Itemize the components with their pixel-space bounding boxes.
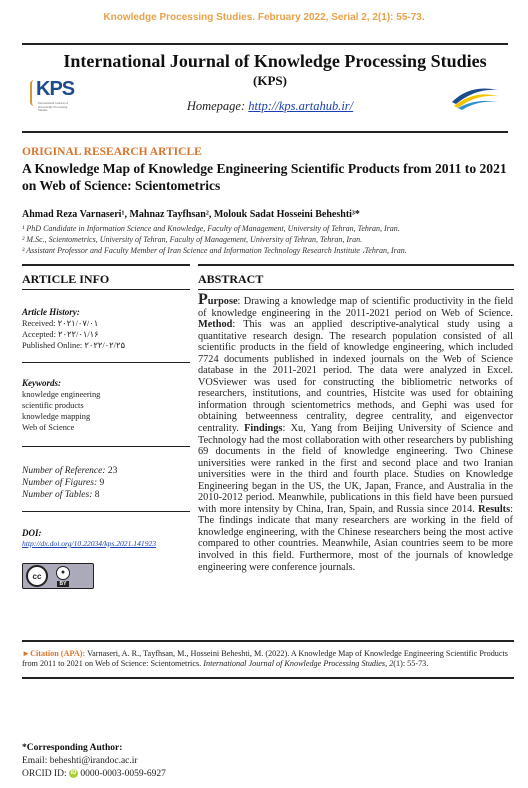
citation-top-rule: [22, 640, 514, 642]
table-count-label: Number of Tables:: [22, 490, 93, 500]
by-area: [56, 566, 70, 587]
keyword-item: scientific products: [22, 401, 84, 410]
reference-count: [22, 466, 117, 476]
citation-text: Varnaseri, A. R., Tayfhsan, M., Hosseini Beheshti, M. (2022). A Knowledge Map of Knowledge Engineering Scientific Products from 2011 to 2021 on Web of Science: Scientometrics.: [22, 649, 508, 668]
orcid-line: [22, 769, 166, 779]
info-head-rule: [22, 289, 190, 290]
swoosh-logo-icon: [450, 80, 500, 110]
citation-lead: ►Citation (APA):: [22, 649, 86, 658]
table-count-value: 8: [94, 490, 100, 500]
cc-icon: cc: [26, 565, 48, 587]
results-text: : The findings indicate that many researchers are working in the field of knowledge engineering, with the Chinese researchers being the most active compared to other countries. Meanwhile, Asian countries seem to be more involved in this field. Furthermore, most of the journals of knowledge engineering were conference journals.: [198, 503, 513, 573]
kps-logo: [30, 78, 80, 118]
method-label: Method: [198, 319, 233, 331]
findings-text: : Xu, Yang from Beijing University of Science and Technology had the most collaboration with other researchers by publishing 69 documents in the field of knowledge engineering. Two Chinese universities were ranked in the first and second place and two Iranian universities were in the third and fourth place. Studies on Knowledge Engineering began in the US, the UK, Japan, France, and Australia in the 2010-2012 period. Meanwhile, publications in this field have been pursued with more intensity by China, Iran, Spain, and Russia since 2014.: [198, 423, 513, 515]
table-count: [22, 490, 100, 500]
reference-count-label: Number of Reference:: [22, 466, 106, 476]
cc-by-license-badge[interactable]: [22, 563, 94, 589]
logo-small-text: International Journal of Knowledge Processing Studies: [38, 101, 68, 113]
accepted-date: Accepted: ۲۰۲۲/۰۱/۱۶: [22, 330, 99, 339]
history-label: Article History:: [22, 307, 80, 317]
orcid-label: ORCID ID:: [22, 769, 69, 779]
affiliation-2: ² M.Sc., Scientometrics, University of Tehran, Faculty of Management, University of Tehran, Tehran, Iran.: [22, 235, 363, 244]
citation-tail: (1): 55-73.: [393, 659, 429, 668]
author-list: Ahmad Reza Varnaseri¹, Mahnaz Tayfhsan², Molouk Sadat Hosseini Beheshti³*: [22, 209, 360, 220]
article-info-heading: ARTICLE INFO: [22, 272, 110, 286]
figure-count-label: Number of Figures:: [22, 478, 98, 488]
homepage-link[interactable]: http://kps.artahub.ir/: [248, 99, 354, 113]
by-label: BY: [57, 581, 70, 587]
abstract-body: [198, 291, 513, 573]
journal-banner: Knowledge Processing Studies. February 2022, Serial 2, 2(1): 55-73.: [103, 12, 425, 23]
keyword-item: Web of Science: [22, 423, 75, 432]
header-top-rule: [22, 43, 508, 45]
affiliation-3: ³ Assistant Professor and Faculty Member of Iran Science and Information Technology Research Institute ،Tehran, Iran.: [22, 246, 407, 255]
logo-text: KPS: [36, 78, 75, 100]
method-text: : This was an applied descriptive-analytical study using a quantitative research design. The research population consisted of all scientific products in the field of knowledge engineering, which included 7724 documents published in indexed journals on the Web of Science database in the 2011-2021 period. The data were analyzed in Excel. VOSviewer was used for constructing the bibliometric networks of researchers, institutions, and countries, Histcite was used for obtaining information through scientometrics methods, and Gephi was used for obtaining betweenness centrality, degree centrality, and eigenvector centrality.: [198, 319, 513, 435]
abstract-heading: ABSTRACT: [198, 272, 264, 286]
info-divider-2: [22, 446, 190, 447]
received-date: Received: ۲۰۲۱/۰۷/۰۱: [22, 319, 99, 328]
citation-journal: International Journal of Knowledge Processing Studies, 2: [203, 659, 394, 668]
info-divider-3: [22, 511, 190, 512]
info-divider-1: [22, 362, 190, 363]
corresponding-author-heading: *Corresponding Author:: [22, 743, 123, 753]
header-bottom-rule: [22, 131, 508, 133]
keywords-label: Keywords:: [22, 378, 61, 388]
purpose-label-rest: urpose: [207, 296, 238, 307]
abstract-head-rule: [198, 289, 514, 290]
article-type: ORIGINAL RESEARCH ARTICLE: [22, 146, 202, 158]
homepage-line: [100, 99, 440, 114]
doi-link[interactable]: http://dx.doi.org/10.22034/kps.2021.141923: [22, 539, 157, 548]
figure-count-value: 9: [99, 478, 105, 488]
journal-title: International Journal of Knowledge Processing Studies: [63, 51, 487, 71]
citation-block: [22, 649, 512, 669]
person-icon: ●: [56, 566, 70, 580]
published-date: Published Online: ۲۰۲۲/۰۲/۲۵: [22, 341, 125, 350]
citation-bottom-rule: [22, 677, 514, 679]
orcid-icon: iD: [70, 770, 77, 777]
article-title: A Knowledge Map of Knowledge Engineering Scientific Products from 2011 to 2021 on Web of Science: Scientometrics: [22, 161, 507, 193]
doi-label: DOI:: [22, 528, 42, 538]
results-label: Results: [478, 503, 511, 515]
figure-count: [22, 478, 104, 488]
journal-abbr: (KPS): [253, 73, 287, 88]
findings-label: Findings: [244, 423, 283, 435]
purpose-text: : Drawing a knowledge map of scientific productivity in the field of knowledge engineering in the 2011-2021 period on Web of Science.: [198, 296, 513, 319]
corresponding-email: Email: beheshti@irandoc.ac.ir: [22, 756, 138, 766]
affiliation-1: ¹ PhD Candidate in Information Science and Knowledge, Faculty of Management, University of Tehran, Tehran, Iran.: [22, 224, 400, 233]
homepage-label: Homepage:: [186, 99, 249, 113]
abstract-top-rule: [198, 264, 514, 266]
abstract-dropcap: P: [198, 291, 208, 308]
keyword-item: knowledge mapping: [22, 412, 91, 421]
keyword-item: knowledge engineering: [22, 390, 101, 399]
orcid-value: 0000-0003-0059-6927: [77, 769, 166, 779]
reference-count-value: 23: [107, 466, 118, 476]
info-top-rule: [22, 264, 190, 266]
